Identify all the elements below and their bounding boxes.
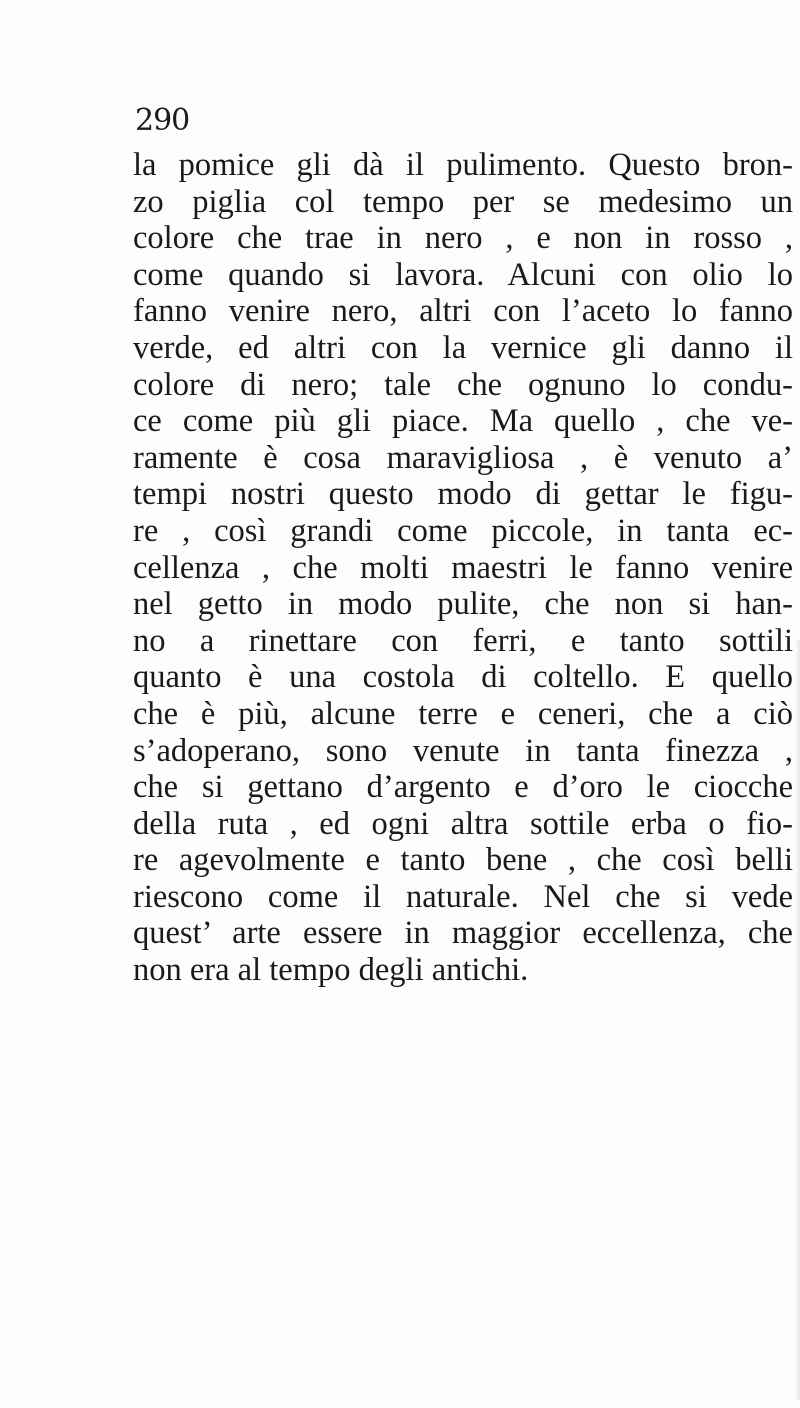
text-line: ce come più gli piace. Ma quello , che ve- bbox=[133, 403, 793, 440]
text-line: della ruta , ed ogni altra sottile erba o fio- bbox=[133, 805, 793, 842]
text-line: fanno venire nero, altri con l’aceto lo fanno bbox=[133, 293, 793, 330]
text-line: cellenza , che molti maestri le fanno venire bbox=[133, 549, 793, 586]
text-line: s’adoperano, sono venute in tanta finezza , bbox=[133, 732, 793, 769]
text-line: nel getto in modo pulite, che non si han- bbox=[133, 586, 793, 623]
text-line: re agevolmente e tanto bene , che così belli bbox=[133, 842, 793, 879]
text-line: ramente è cosa maravigliosa , è venuto a’ bbox=[133, 439, 793, 476]
page-number: 290 bbox=[135, 103, 190, 138]
text-line: tempi nostri questo modo di gettar le figu- bbox=[133, 476, 793, 513]
text-line: re , così grandi come piccole, in tanta ec- bbox=[133, 512, 793, 549]
text-line: colore di nero; tale che ognuno lo condu- bbox=[133, 366, 793, 403]
text-line: zo piglia col tempo per se medesimo un bbox=[133, 183, 793, 220]
text-line: che è più, alcune terre e ceneri, che a ciò bbox=[133, 695, 793, 732]
text-line: verde, ed altri con la vernice gli danno il bbox=[133, 329, 793, 366]
text-line: la pomice gli dà il pulimento. Questo bron- bbox=[133, 147, 793, 183]
page-edge-shadow bbox=[794, 640, 800, 1400]
text-line: che si gettano d’argento e d’oro le ciocche bbox=[133, 769, 793, 806]
text-line: colore che trae in nero , e non in rosso , bbox=[133, 220, 793, 257]
body-text bbox=[133, 147, 793, 989]
text-line: riescono come il naturale. Nel che si vede bbox=[133, 878, 793, 915]
text-line: quest’ arte essere in maggior eccellenza, che bbox=[133, 915, 793, 952]
text-line: come quando si lavora. Alcuni con olio lo bbox=[133, 256, 793, 293]
text-line-last: non era al tempo degli antichi. bbox=[133, 952, 529, 989]
text-line: quanto è una costola di coltello. E quello bbox=[133, 659, 793, 696]
text-line: no a rinettare con ferri, e tanto sottili bbox=[133, 622, 793, 659]
